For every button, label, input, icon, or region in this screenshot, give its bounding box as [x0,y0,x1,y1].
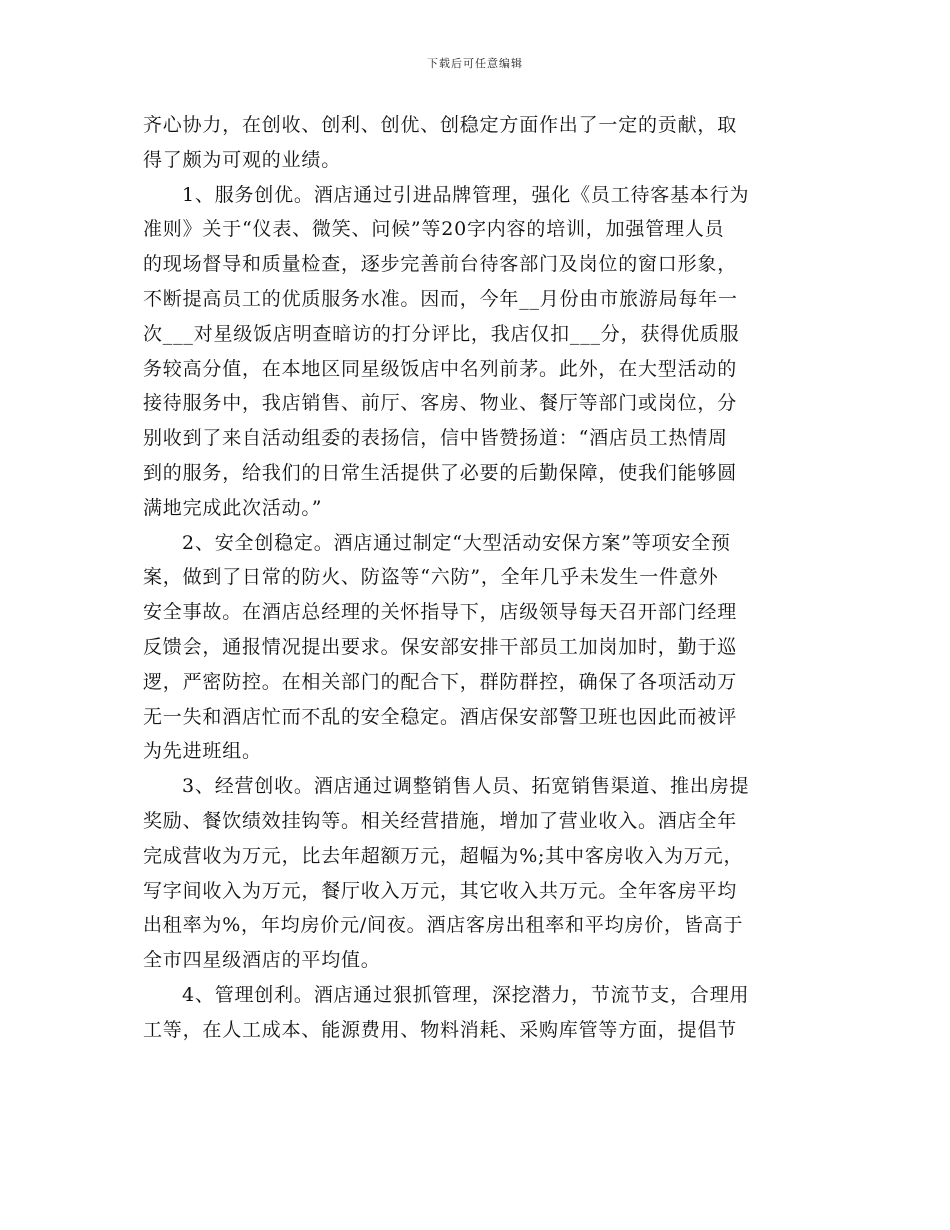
text-line: 齐心协力，在创收、创利、创优、创稳定方面作出了一定的贡献，取 [143,114,738,136]
text-line: 全市四星级酒店的平均值。 [143,949,381,972]
text-line: 别收到了来自活动组委的表扬信，信中皆赞扬道：“酒店员工热情周 [143,427,728,450]
text-line: 为先进班组。 [143,740,262,763]
text-line: 务较高分值，在本地区同星级饭店中名列前茅。此外，在大型活动的 [143,357,738,380]
text-line: 完成营收为万元，比去年超额万元，超幅为%;其中客房收入为万元， [143,844,744,867]
paragraph [143,526,823,770]
text-line: 无一失和酒店忙而不乱的安全稳定。酒店保安部警卫班也因此而被评 [143,705,738,728]
text-line: 不断提高员工的优质服务水准。因而，今年__月份由市旅游局每年一 [143,287,738,310]
text-line: 到的服务，给我们的日常生活提供了必要的后勤保障，使我们能够圆 [143,461,738,484]
text-line: 满地完成此次活动。” [143,496,323,519]
paragraph [143,178,823,526]
text-line: 4、管理创利。酒店通过狠抓管理，深挖潜力，节流节支，合理用 [182,983,750,1006]
text-line: 出租率为%，年均房价元/间夜。酒店客房出租率和平均房价，皆高于 [143,914,744,937]
text-line: 的现场督导和质量检查，逐步完善前台待客部门及岗位的窗口形象， [143,253,738,276]
text-line: 准则》关于“仪表、微笑、问候”等20字内容的培训，加强管理人员 [143,218,725,241]
text-line: 得了颇为可观的业绩。 [143,148,342,171]
text-line: 安全事故。在酒店总经理的关怀指导下，店级领导每天召开部门经理 [143,601,738,624]
text-line: 写字间收入为万元，餐厅收入万元，其它收入共万元。全年客房平均 [143,879,738,902]
text-line: 案，做到了日常的防火、防盗等“六防”，全年几乎未发生一件意外 [143,566,719,589]
text-line: 次___对星级饭店明查暗访的打分评比，我店仅扣___分，获得优质服 [143,322,740,345]
paragraph [143,108,823,178]
text-line: 接待服务中，我店销售、前厅、客房、物业、餐厅等部门或岗位，分 [143,392,738,415]
text-line: 逻，严密防控。在相关部门的配合下，群防群控，确保了各项活动万 [143,670,738,693]
text-line: 2、安全创稳定。酒店通过制定“大型活动安保方案”等项安全预 [182,531,731,554]
paragraph [143,978,823,1048]
paragraph [143,769,823,978]
text-line: 3、经营创收。酒店通过调整销售人员、拓宽销售渠道、推出房提 [182,775,750,798]
text-line: 反馈会，通报情况提出要求。保安部安排干部员工加岗加时，勤于巡 [143,635,738,658]
page-header: 下载后可任意编辑 [427,57,523,70]
text-line: 工等，在人工成本、能源费用、物料消耗、采购库管等方面，提倡节 [143,1018,738,1041]
document-body [143,108,823,1048]
text-line: 1、服务创优。酒店通过引进品牌管理，强化《员工待客基本行为 [182,183,750,206]
text-line: 奖励、餐饮绩效挂钩等。相关经营措施，增加了营业收入。酒店全年 [143,809,738,832]
